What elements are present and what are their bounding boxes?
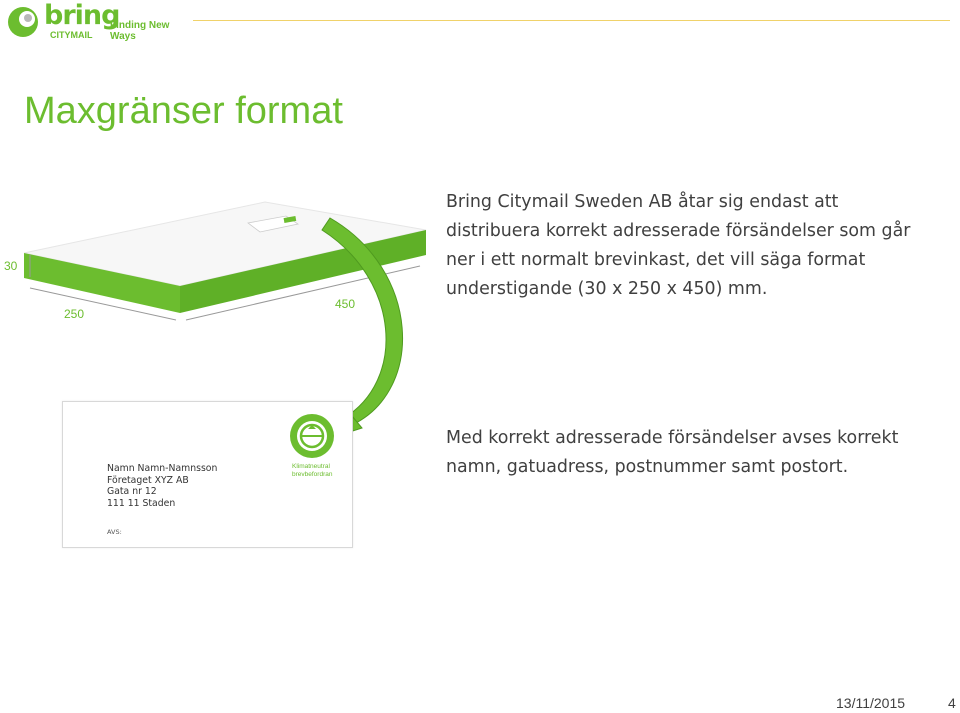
length-dimension-label: 450 bbox=[335, 297, 356, 311]
logo-subtitle: CITYMAIL bbox=[50, 30, 93, 40]
recipient-address bbox=[107, 463, 217, 509]
footer-page-number: 4 bbox=[948, 695, 956, 711]
climate-seal-icon bbox=[287, 411, 337, 461]
height-dimension-label: 30 bbox=[4, 259, 18, 273]
seal-label-line-1: Klimatneutral bbox=[292, 463, 330, 470]
address-requirements-paragraph: Med korrekt adresserade försändelser avses korrekt namn, gatuadress, postnummer samt postort. bbox=[446, 428, 899, 477]
address-line: Namn Namn-Namnsson bbox=[107, 463, 218, 474]
width-dimension-label: 250 bbox=[64, 307, 85, 321]
sender-label: AVS: bbox=[107, 528, 122, 536]
address-line: Gata nr 12 bbox=[107, 486, 157, 497]
address-line: 111 11 Staden bbox=[107, 497, 176, 509]
logo-tagline: Finding New Ways bbox=[110, 20, 170, 42]
format-limits-paragraph: Bring Citymail Sweden AB åtar sig endast att distribuera korrekt adresserade försändelser som går ner i ett normalt brevinkast, det vill säga format understigande (30 x 250 x 450) mm. bbox=[446, 192, 911, 299]
address-line: Företaget XYZ AB bbox=[107, 474, 189, 486]
bring-logo bbox=[6, 0, 186, 43]
envelope-example bbox=[62, 401, 353, 548]
footer-date: 13/11/2015 bbox=[836, 695, 906, 711]
seal-label bbox=[292, 463, 332, 479]
bring-logo-icon bbox=[6, 3, 46, 43]
slide-title: Maxgränser format bbox=[24, 90, 343, 132]
seal-label-line-2: brevbefordran bbox=[292, 471, 333, 478]
header-divider bbox=[193, 20, 950, 21]
logo-wordmark: bring bbox=[44, 0, 120, 31]
